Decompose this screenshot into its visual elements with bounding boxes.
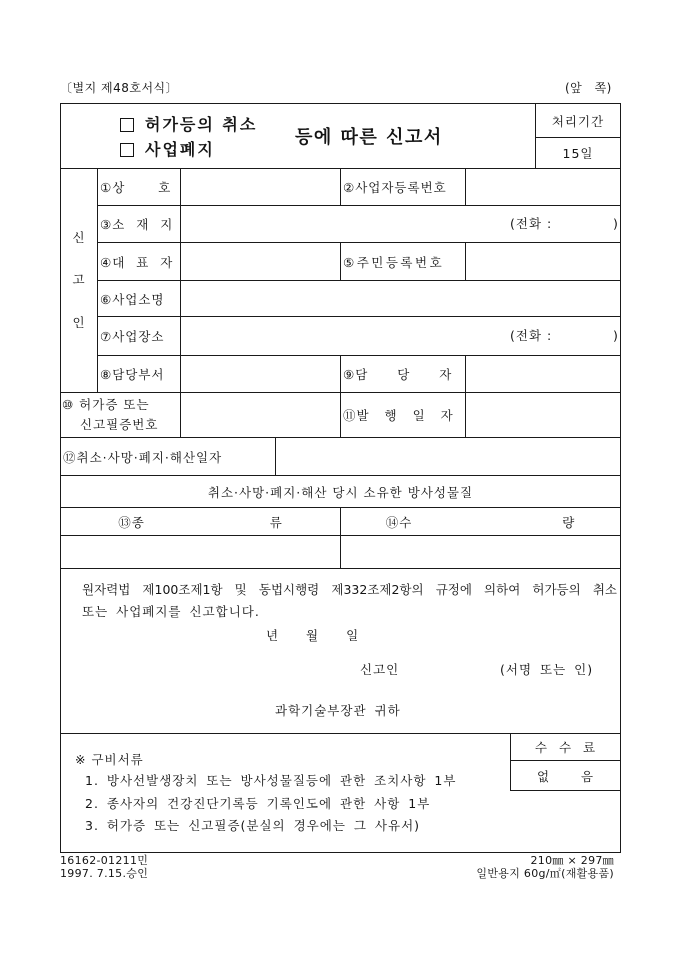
fee-label-cell <box>510 733 621 761</box>
material-type-field[interactable] <box>60 535 341 569</box>
contact-person-label-cell <box>340 355 466 393</box>
processing-period-label-cell <box>535 103 621 138</box>
department-field[interactable] <box>180 355 341 393</box>
business-closure-option-label: 사업폐지 <box>145 140 215 159</box>
fee-value: 없 음 <box>536 768 595 784</box>
workplace-phone-open: (전화 : <box>510 327 553 343</box>
processing-period-value-cell <box>535 137 621 169</box>
workplace-field[interactable] <box>180 316 621 356</box>
contact-person-field[interactable] <box>465 355 621 393</box>
applicant-label-char: 신 <box>72 229 86 245</box>
office-name-label-cell <box>97 280 181 317</box>
business-reg-no-field[interactable] <box>465 168 621 206</box>
declaration-block <box>60 568 621 734</box>
resident-reg-no-field[interactable] <box>465 242 621 281</box>
license-number-label-line2: 신고필증번호 <box>80 417 159 432</box>
material-quantity-label: ⑭수 량 <box>385 514 576 530</box>
cancel-license-checkbox[interactable] <box>120 118 134 132</box>
business-name-label: ①상 호 <box>100 180 172 195</box>
resident-reg-no-label-cell <box>340 242 466 281</box>
fee-label: 수 수 료 <box>534 740 597 755</box>
declaration-date: 년 월 일 <box>266 628 360 643</box>
signature-hint: (서명 또는 인) <box>500 662 594 677</box>
business-name-field[interactable] <box>180 168 341 206</box>
material-type-header <box>60 507 341 536</box>
form-title: 등에 따른 신고서 <box>295 127 443 148</box>
office-name-field[interactable] <box>180 280 621 317</box>
license-number-field[interactable] <box>180 392 341 438</box>
issue-date-label-cell <box>340 392 466 438</box>
declaration-line2: 또는 사업폐지를 신고합니다. <box>82 604 260 619</box>
processing-period-label: 처리기간 <box>551 113 605 129</box>
addressee: 과학기술부장관 귀하 <box>275 703 401 718</box>
paper-size: 210㎜ × 297㎜ <box>530 854 614 867</box>
business-name-label-cell <box>97 168 181 206</box>
representative-label-cell <box>97 242 181 281</box>
page-side: (앞 쪽) <box>565 81 612 95</box>
license-number-label-line1: ⑩ 허가증 또는 <box>62 397 150 412</box>
declaration-line1: 원자력법 제100조제1항 및 동법시행령 제332조제2항의 규정에 의하여 허가등의 취소 <box>82 582 617 597</box>
form-number: 〔별지 제48호서식〕 <box>60 81 179 95</box>
resident-reg-no-label: ⑤주민등록번호 <box>343 254 445 270</box>
applicant-section-label <box>60 168 98 393</box>
address-field[interactable] <box>180 205 621 243</box>
paper-type: 일반용지 60g/㎡(재활용품) <box>476 867 614 880</box>
issue-date-label: ⑪발 행 일 자 <box>343 408 454 423</box>
materials-heading-cell <box>60 475 621 508</box>
contact-person-label: ⑨담 당 자 <box>343 367 453 382</box>
workplace-label-cell <box>97 316 181 356</box>
fee-value-cell <box>510 760 621 791</box>
approval-date: 1997. 7.15.승인 <box>60 867 149 880</box>
business-closure-checkbox[interactable] <box>120 143 134 157</box>
cancel-license-option-label: 허가등의 취소 <box>145 115 258 134</box>
representative-field[interactable] <box>180 242 341 281</box>
address-phone-open: (전화 : <box>510 215 553 231</box>
address-phone-close: ) <box>613 215 619 231</box>
business-reg-no-label: ②사업자등록번호 <box>343 180 447 195</box>
office-name-label: ⑥사업소명 <box>100 291 165 307</box>
business-reg-no-label-cell <box>340 168 466 206</box>
department-label-cell <box>97 355 181 393</box>
workplace-label: ⑦사업장소 <box>100 329 165 344</box>
address-label: ③소 재 지 <box>100 217 174 232</box>
cancellation-date-label-cell <box>60 437 276 476</box>
required-document-item: 2. 종사자의 건강진단기록등 기록인도에 관한 사항 1부 <box>85 796 431 811</box>
required-documents-heading: ※ 구비서류 <box>75 752 144 767</box>
department-label: ⑧담당부서 <box>100 367 165 382</box>
representative-label: ④대 표 자 <box>100 254 174 270</box>
material-quantity-field[interactable] <box>340 535 621 569</box>
processing-period-value: 15일 <box>562 146 594 161</box>
required-document-item: 1. 방사선발생장치 또는 방사성물질등에 관한 조치사항 1부 <box>85 773 457 788</box>
cancellation-date-label: ⑫취소·사망·폐지·해산일자 <box>63 449 223 465</box>
required-document-item: 3. 허가증 또는 신고필증(분실의 경우에는 그 사유서) <box>85 818 421 833</box>
workplace-phone-close: ) <box>613 327 619 343</box>
applicant-label-char: 고 <box>72 272 86 288</box>
issue-date-field[interactable] <box>465 392 621 438</box>
address-label-cell <box>97 205 181 243</box>
applicant-label-char: 인 <box>72 314 86 330</box>
cancellation-date-field[interactable] <box>275 437 621 476</box>
materials-heading: 취소·사망·폐지·해산 당시 소유한 방사성물질 <box>207 484 474 500</box>
license-number-label-cell <box>60 392 181 438</box>
material-type-label: ⑬종 류 <box>118 514 283 530</box>
form-code: 16162-01211민 <box>60 854 149 867</box>
material-quantity-header <box>340 507 621 536</box>
declarant-label: 신고인 <box>360 662 400 677</box>
